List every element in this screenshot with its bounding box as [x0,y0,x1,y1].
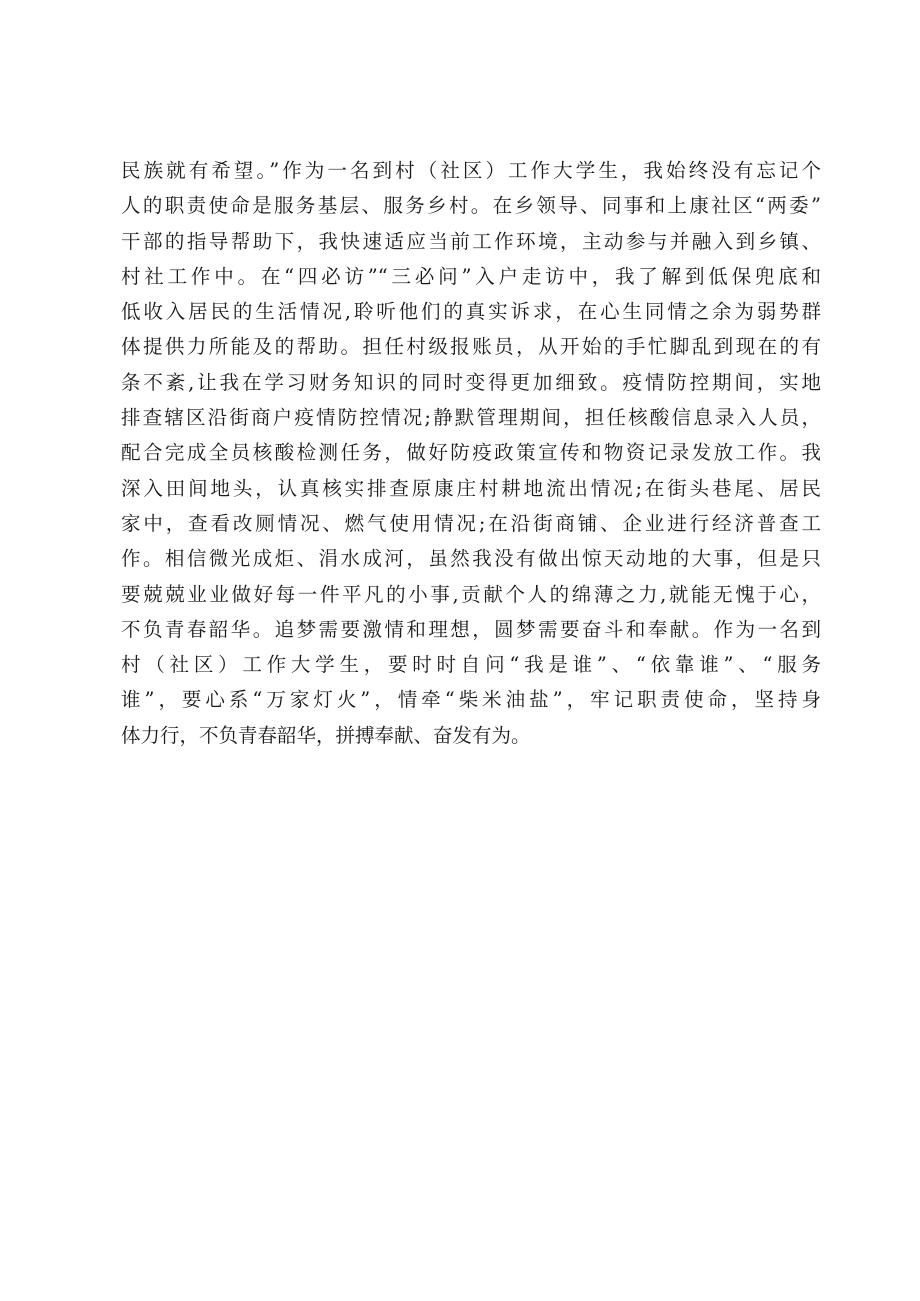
text-line: 低收入居民的生活情况,聆听他们的真实诉求，在心生同情之余为弱势群 [121,300,821,324]
text-line: 体提供力所能及的帮助。担任村级报账员，从开始的手忙脚乱到现在的有 [121,335,821,359]
text-line: 配合完成全员核酸检测任务，做好防疫政策宣传和物资记录发放工作。我 [121,441,821,465]
text-line: 村社工作中。在“四必访”“三必问”入户走访中，我了解到低保兜底和 [121,264,821,288]
text-line: 要兢兢业业做好每一件平凡的小事,贡献个人的绵薄之力,就能无愧于心， [121,582,821,606]
text-line: 人的职责使命是服务基层、服务乡村。在乡领导、同事和上康社区“两委” [121,194,821,218]
text-line: 村（社区）工作大学生，要时时自问“我是谁”、“依靠谁”、“服务 [121,653,821,677]
text-line: 不负青春韶华。追梦需要激情和理想，圆梦需要奋斗和奉献。作为一名到 [121,617,821,641]
text-line: 谁”，要心系“万家灯火”，情牵“柴米油盐”，牢记职责使命，坚持身 [121,688,821,712]
text-line: 家中，查看改厕情况、燃气使用情况;在沿街商铺、企业进行经济普查工 [121,511,821,535]
text-line-last: 体力行，不负青春韶华，拼搏奉献、奋发有为。 [121,723,531,747]
text-line: 作。相信微光成炬、涓水成河，虽然我没有做出惊天动地的大事，但是只 [121,547,821,571]
text-line: 民族就有希望。”作为一名到村（社区）工作大学生，我始终没有忘记个 [121,159,821,182]
text-line: 深入田间地头，认真核实排查原康庄村耕地流出情况;在街头巷尾、居民 [121,476,821,500]
text-line: 条不紊,让我在学习财务知识的同时变得更加细致。疫情防控期间，实地 [121,370,821,394]
text-line: 干部的指导帮助下，我快速适应当前工作环境，主动参与并融入到乡镇、 [121,229,821,253]
body-paragraph [121,153,821,753]
text-line: 排查辖区沿街商户疫情防控情况;静默管理期间，担任核酸信息录入人员， [121,406,821,430]
